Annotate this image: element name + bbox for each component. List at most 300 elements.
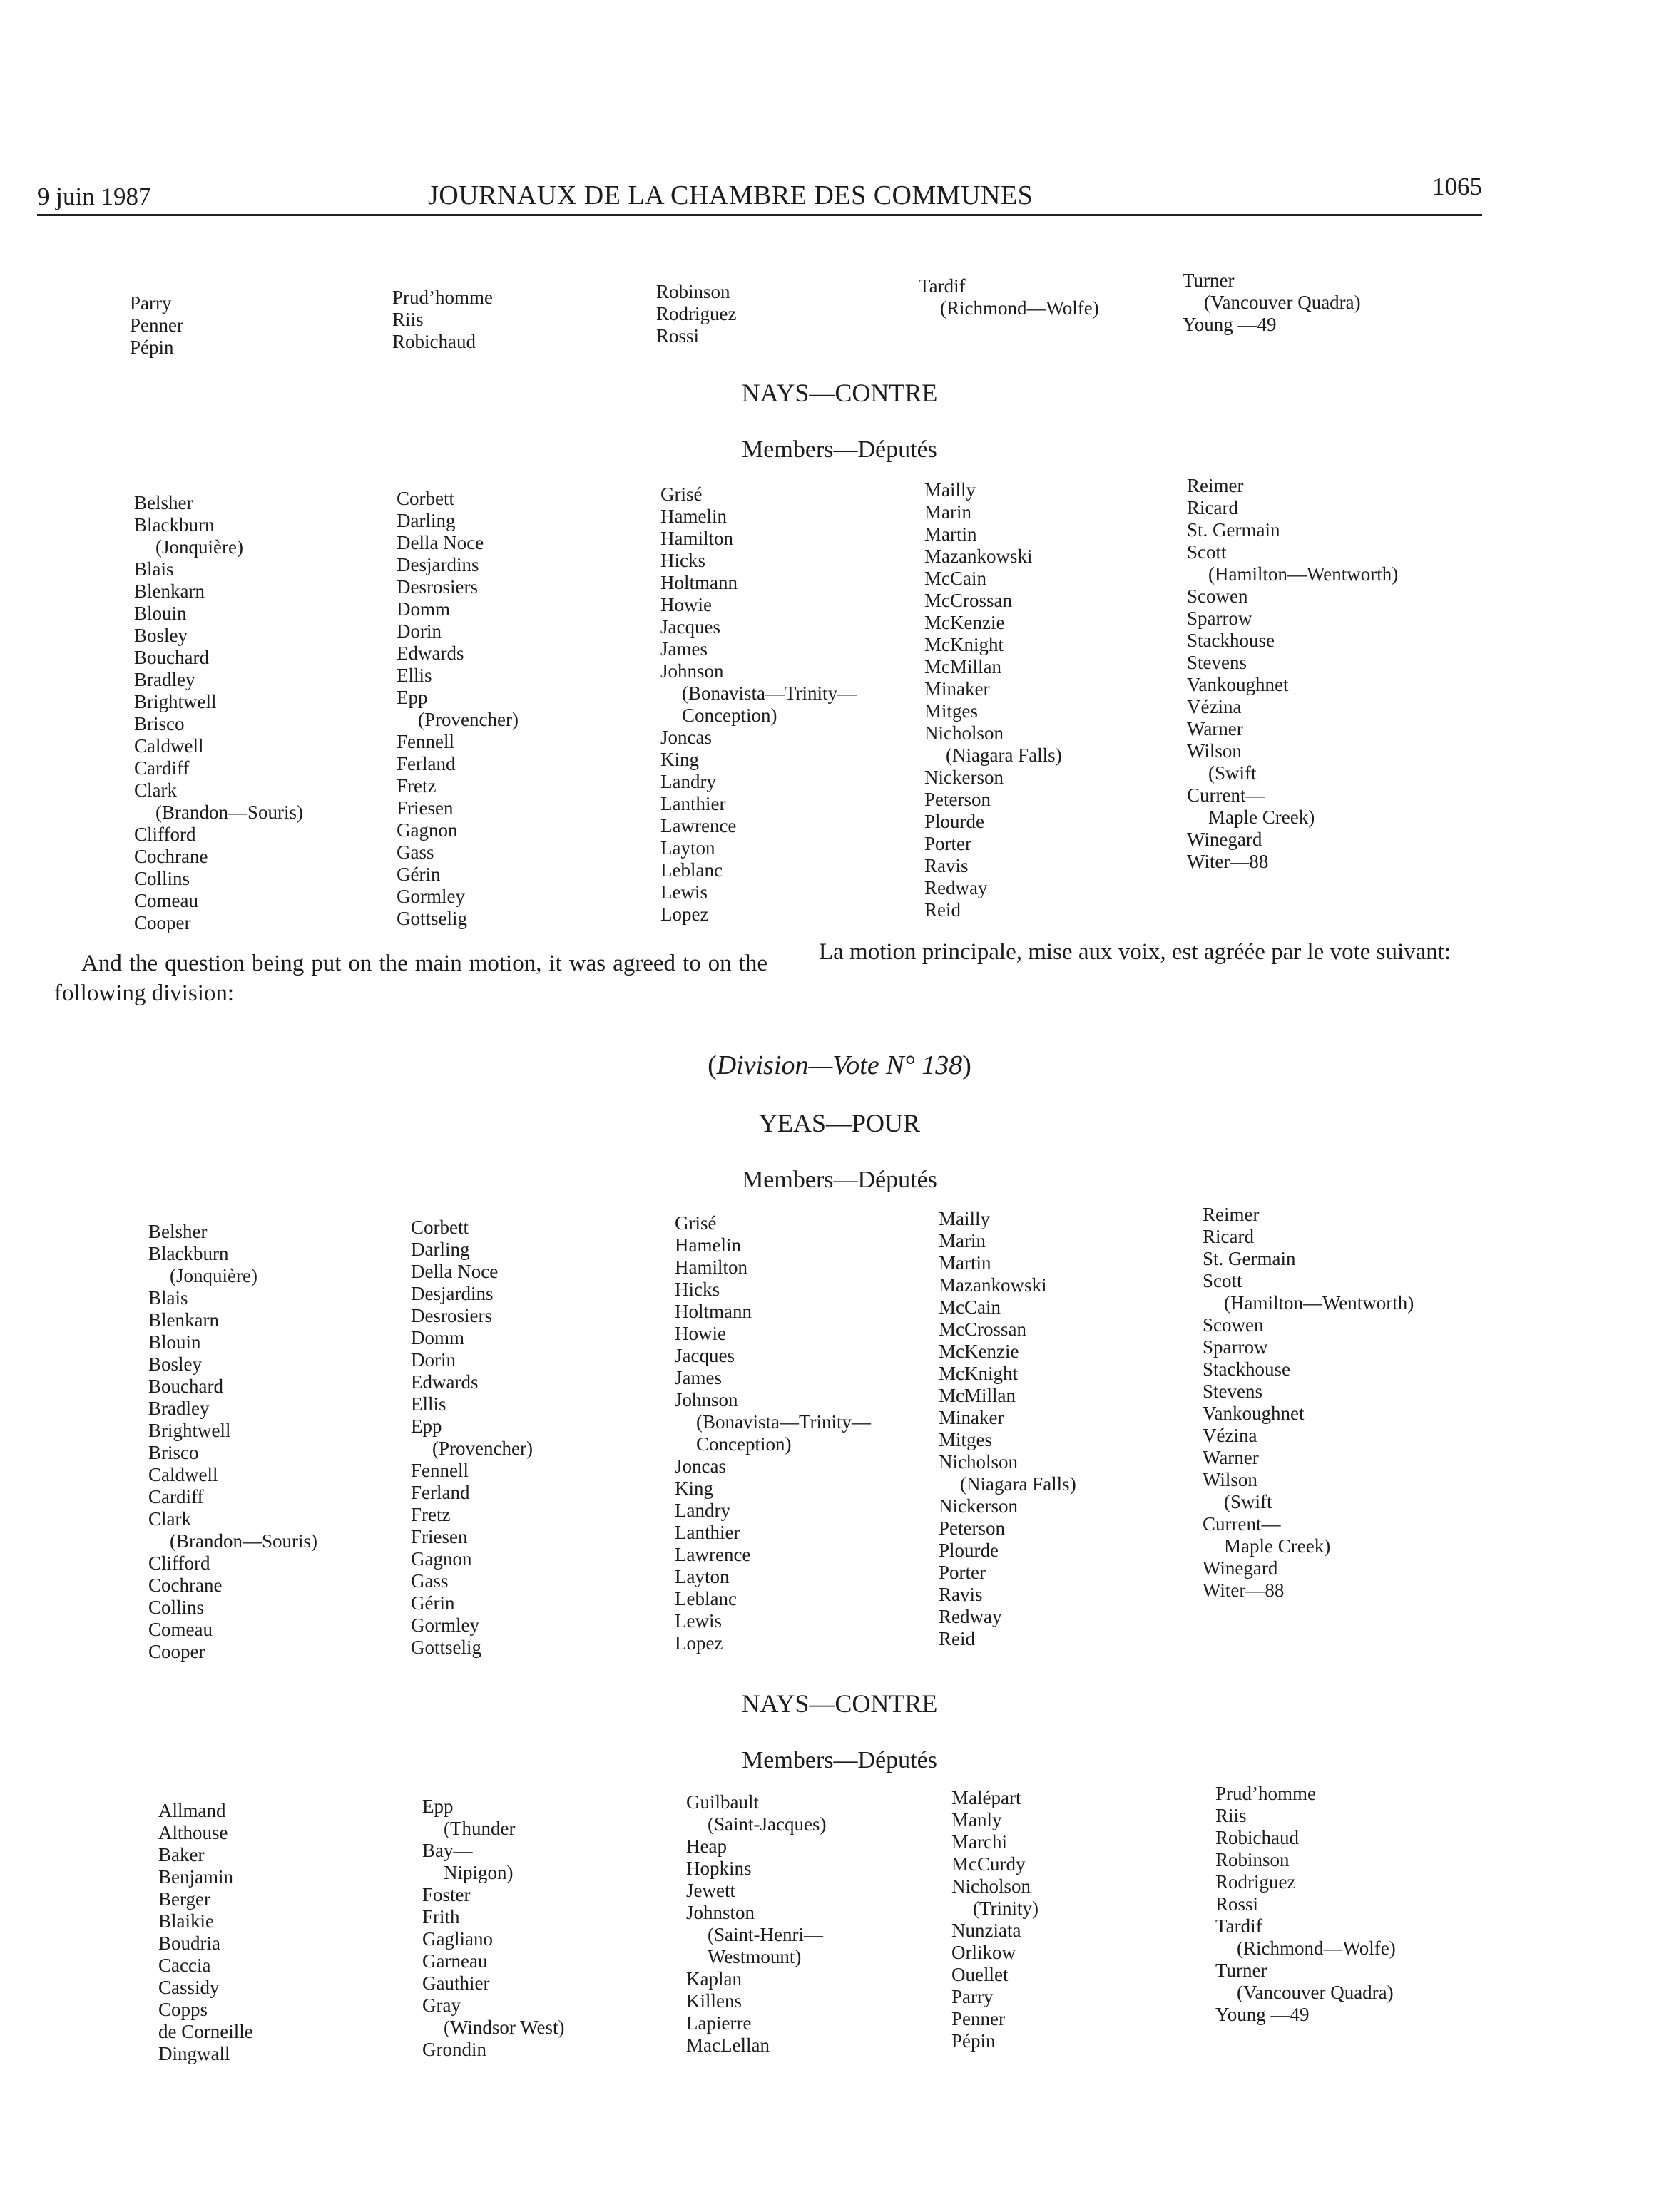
name-column <box>158 1800 253 2065</box>
member-name: Bosley <box>148 1353 203 1375</box>
member-name: Desrosiers <box>397 576 478 598</box>
member-name: Friesen <box>411 1526 468 1547</box>
member-name: King <box>675 1478 713 1499</box>
riding-name: (Bonavista—Trinity— <box>682 682 857 704</box>
member-name: Stackhouse <box>1187 630 1275 651</box>
member-name: McCrossan <box>924 590 1012 611</box>
member-name: Sparrow <box>1187 608 1252 629</box>
member-name: Nickerson <box>924 767 1004 788</box>
member-name: Winegard <box>1187 829 1262 850</box>
member-name: Dorin <box>411 1349 456 1371</box>
member-name: Collins <box>134 868 190 889</box>
member-name: Howie <box>675 1323 726 1344</box>
member-name: Collins <box>148 1597 205 1618</box>
members-subheading: Members—Députés <box>742 1167 937 1193</box>
member-name: Pépin <box>951 2030 996 2052</box>
riding-name: (Windsor West) <box>444 2017 565 2038</box>
member-name: Vézina <box>1187 696 1242 717</box>
member-name: Heap <box>686 1835 727 1857</box>
member-name: Caldwell <box>134 735 204 757</box>
member-name: Fretz <box>397 775 437 797</box>
name-column <box>1187 475 1398 873</box>
riding-name: (Richmond—Wolfe) <box>940 297 1099 319</box>
member-name: Scott <box>1203 1270 1242 1291</box>
member-name: Johnston <box>686 1902 755 1923</box>
member-name: Scott <box>1187 541 1227 563</box>
member-name: Mitges <box>924 700 979 722</box>
member-name: Marin <box>924 501 971 523</box>
member-name: Hicks <box>660 550 705 571</box>
name-column <box>1203 1204 1414 1602</box>
member-name: Prud’homme <box>392 287 493 308</box>
member-name: Reid <box>924 899 961 921</box>
riding-name: (Richmond—Wolfe) <box>1237 1937 1396 1959</box>
member-name: Domm <box>411 1327 465 1348</box>
member-name: Redway <box>924 877 988 898</box>
member-name: Lanthier <box>675 1522 740 1543</box>
member-name: Martin <box>939 1252 991 1274</box>
member-name: McCurdy <box>951 1853 1026 1875</box>
member-name: Reid <box>939 1628 975 1649</box>
member-name: Boudria <box>158 1932 220 1954</box>
member-name: Ravis <box>939 1584 983 1605</box>
member-name: Robinson <box>1215 1849 1290 1870</box>
member-name: Hamelin <box>660 506 727 527</box>
member-name: Plourde <box>939 1540 999 1561</box>
member-name: Wilson <box>1187 740 1242 762</box>
member-name: Robinson <box>656 281 730 302</box>
member-name: Reimer <box>1203 1204 1260 1225</box>
member-name: Gagnon <box>411 1548 472 1570</box>
member-name: Fennell <box>397 731 454 752</box>
member-name: Grisé <box>675 1212 717 1234</box>
division-number: Division—Vote N° 138 <box>716 1050 963 1080</box>
member-name: Gray <box>422 1995 461 2016</box>
member-name: Redway <box>939 1606 1002 1627</box>
member-name: Wilson <box>1203 1469 1257 1490</box>
member-name: Joncas <box>660 727 712 748</box>
member-name: Vankoughnet <box>1203 1403 1305 1424</box>
member-name: Ouellet <box>951 1964 1009 1985</box>
member-name: Caccia <box>158 1955 211 1976</box>
member-name: Minaker <box>939 1407 1004 1428</box>
page-header <box>37 170 1482 216</box>
member-name: Gagnon <box>397 819 458 841</box>
member-name: Pépin <box>130 337 174 358</box>
member-name: Parry <box>130 292 172 314</box>
member-name: Brightwell <box>134 691 217 712</box>
member-name: Hamilton <box>675 1256 747 1278</box>
member-name: Ferland <box>411 1482 470 1503</box>
member-name: Nickerson <box>939 1495 1018 1517</box>
member-name: Jacques <box>660 616 720 638</box>
member-name: Gauthier <box>422 1972 490 1994</box>
member-name: Malépart <box>951 1787 1021 1808</box>
member-name: Blenkarn <box>148 1309 219 1331</box>
member-name: Turner <box>1183 270 1235 291</box>
member-name: Jacques <box>675 1345 735 1366</box>
member-name: Benjamin <box>158 1866 233 1888</box>
member-name: Blaikie <box>158 1910 214 1932</box>
member-name: Tardif <box>1215 1915 1262 1937</box>
riding-name: (Niagara Falls) <box>960 1473 1076 1495</box>
member-name: Blais <box>148 1287 188 1309</box>
member-name: Lawrence <box>675 1544 751 1565</box>
riding-name: Maple Creek) <box>1208 807 1315 828</box>
member-name: Gérin <box>411 1592 455 1614</box>
member-name: Belsher <box>148 1221 208 1242</box>
member-name: Desjardins <box>411 1283 494 1304</box>
riding-name: Conception) <box>682 705 777 726</box>
member-name: Porter <box>939 1562 986 1583</box>
member-name: Hicks <box>675 1279 720 1300</box>
member-name: Penner <box>951 2008 1005 2029</box>
member-name: Vézina <box>1203 1425 1257 1446</box>
riding-name: Conception) <box>696 1433 792 1455</box>
name-column <box>675 1212 871 1654</box>
member-name: McMillan <box>939 1385 1016 1406</box>
member-name: Nicholson <box>939 1451 1018 1473</box>
riding-name: (Niagara Falls) <box>946 744 1062 766</box>
member-name: McMillan <box>924 656 1001 677</box>
member-name: Current— <box>1203 1513 1281 1535</box>
member-name: Witer—88 <box>1187 851 1269 872</box>
member-name: James <box>660 638 708 660</box>
member-name: McCain <box>939 1296 1001 1318</box>
member-name: Scowen <box>1203 1314 1264 1336</box>
member-name: Nicholson <box>924 722 1004 744</box>
member-name: Grisé <box>660 483 703 505</box>
member-name: Blackburn <box>148 1243 229 1264</box>
member-name: Howie <box>660 594 712 615</box>
member-name: Bay— <box>422 1840 473 1861</box>
member-name: Stevens <box>1187 652 1247 673</box>
yeas-heading: YEAS—POUR <box>758 1109 921 1137</box>
name-column <box>422 1796 564 2061</box>
name-column <box>1215 1783 1396 2026</box>
member-name: Young —49 <box>1183 314 1277 335</box>
member-name: Lewis <box>675 1610 722 1632</box>
member-name: Bradley <box>134 669 195 690</box>
member-name: Vankoughnet <box>1187 674 1289 695</box>
member-name: MacLellan <box>686 2034 770 2056</box>
name-column <box>686 1791 826 2057</box>
member-name: St. Germain <box>1187 519 1280 541</box>
member-name: Clifford <box>148 1552 210 1574</box>
member-name: Bouchard <box>148 1376 223 1397</box>
nays-heading: NAYS—CONTRE <box>741 379 938 407</box>
page-number: 1065 <box>1432 173 1482 200</box>
member-name: Gagliano <box>422 1928 493 1950</box>
member-name: King <box>660 749 699 770</box>
member-name: McKnight <box>924 634 1004 655</box>
member-name: Ferland <box>397 753 456 774</box>
member-name: Ellis <box>397 665 432 686</box>
member-name: Dingwall <box>158 2043 230 2064</box>
name-column <box>939 1208 1076 1650</box>
name-column <box>134 492 303 934</box>
member-name: Caldwell <box>148 1464 218 1485</box>
riding-name: (Bonavista—Trinity— <box>696 1411 872 1433</box>
member-name: Turner <box>1215 1960 1267 1981</box>
journal-title: JOURNAUX DE LA CHAMBRE DES COMMUNES <box>428 180 1034 210</box>
member-name: Prud’homme <box>1215 1783 1316 1804</box>
member-name: Darling <box>411 1239 470 1260</box>
member-name: Domm <box>397 598 451 620</box>
member-name: Killens <box>686 1990 742 2012</box>
name-column <box>148 1221 317 1663</box>
member-name: Brisco <box>148 1442 199 1463</box>
member-name: Clark <box>134 779 177 801</box>
member-name: Ellis <box>411 1393 446 1415</box>
member-name: Winegard <box>1203 1557 1278 1579</box>
member-name: Cochrane <box>134 846 208 867</box>
member-name: Epp <box>422 1796 454 1817</box>
member-name: Epp <box>397 687 428 708</box>
member-name: McCain <box>924 568 986 589</box>
member-name: Bradley <box>148 1398 210 1419</box>
member-name: Reimer <box>1187 475 1244 496</box>
name-column <box>951 1787 1038 2052</box>
member-name: Cooper <box>148 1641 205 1662</box>
member-name: Warner <box>1203 1447 1259 1468</box>
member-name: Tardif <box>919 275 966 297</box>
member-name: Parry <box>951 1986 994 2007</box>
member-name: Stackhouse <box>1203 1358 1290 1380</box>
member-name: Lewis <box>660 881 708 903</box>
name-column <box>1183 270 1361 336</box>
member-name: Minaker <box>924 678 990 700</box>
member-name: St. Germain <box>1203 1248 1296 1269</box>
member-name: Holtmann <box>675 1301 752 1322</box>
member-name: Cochrane <box>148 1574 223 1596</box>
member-name: Johnson <box>675 1389 738 1410</box>
name-column <box>130 292 183 359</box>
member-name: Gormley <box>397 886 465 907</box>
member-name: Garneau <box>422 1950 488 1972</box>
member-name: Blais <box>134 558 174 580</box>
member-name: Robichaud <box>392 331 476 352</box>
member-name: Ravis <box>924 855 969 876</box>
member-name: Jewett <box>686 1880 735 1901</box>
riding-name: (Vancouver Quadra) <box>1237 1982 1394 2003</box>
member-name: Young —49 <box>1215 2004 1310 2025</box>
name-column <box>919 275 1099 319</box>
riding-name: (Swift <box>1224 1491 1272 1512</box>
member-name: Brightwell <box>148 1420 231 1441</box>
member-name: Cooper <box>134 912 191 933</box>
member-name: Guilbault <box>686 1791 759 1813</box>
member-name: Joncas <box>675 1455 726 1477</box>
member-name: Marchi <box>951 1831 1007 1853</box>
riding-name: (Trinity) <box>973 1898 1039 1919</box>
member-name: Manly <box>951 1809 1002 1830</box>
member-name: Riis <box>1215 1805 1247 1826</box>
member-name: Dorin <box>397 620 442 642</box>
member-name: Lanthier <box>660 793 726 814</box>
riding-name: (Brandon—Souris) <box>155 802 303 823</box>
member-name: Cardiff <box>134 757 190 779</box>
member-name: Foster <box>422 1884 471 1905</box>
member-name: Robichaud <box>1215 1827 1299 1848</box>
member-name: Clifford <box>134 824 196 845</box>
member-name: McKenzie <box>924 612 1005 633</box>
riding-name: (Vancouver Quadra) <box>1204 292 1361 313</box>
member-name: Peterson <box>924 789 991 810</box>
member-name: Kaplan <box>686 1968 742 1990</box>
member-name: Stevens <box>1203 1381 1262 1402</box>
member-name: Martin <box>924 523 977 545</box>
member-name: Scowen <box>1187 585 1248 607</box>
member-name: Peterson <box>939 1517 1005 1539</box>
member-name: Bouchard <box>134 647 209 668</box>
member-name: Edwards <box>397 642 464 664</box>
member-name: Sparrow <box>1203 1336 1268 1358</box>
name-column <box>397 488 519 930</box>
member-name: Corbett <box>411 1217 469 1238</box>
member-name: Allmand <box>158 1800 226 1821</box>
division-label: (Division—Vote N° 138) <box>708 1050 971 1080</box>
riding-name: (Jonquière) <box>155 536 243 558</box>
member-name: Clark <box>148 1508 191 1530</box>
members-subheading: Members—Députés <box>742 436 937 463</box>
member-name: Baker <box>158 1844 205 1865</box>
member-name: Fretz <box>411 1504 451 1525</box>
member-name: Gérin <box>397 864 441 885</box>
member-name: Blenkarn <box>134 580 205 602</box>
member-name: Witer—88 <box>1203 1579 1285 1601</box>
riding-name: (Provencher) <box>432 1438 533 1459</box>
member-name: Rodriguez <box>1215 1871 1296 1893</box>
member-name: Penner <box>130 314 183 336</box>
member-name: Blouin <box>134 603 187 624</box>
member-name: Nunziata <box>951 1920 1021 1941</box>
member-name: Mailly <box>939 1208 990 1229</box>
member-name: Desjardins <box>397 554 479 575</box>
member-name: Della Noce <box>411 1261 499 1282</box>
member-name: Gottselig <box>411 1637 481 1658</box>
member-name: Rodriguez <box>656 303 737 324</box>
member-name: Mailly <box>924 479 976 501</box>
riding-name: (Saint-Henri— <box>708 1924 823 1945</box>
member-name: Comeau <box>148 1619 213 1640</box>
member-name: Frith <box>422 1906 460 1927</box>
member-name: Lopez <box>660 903 709 925</box>
riding-name: (Thunder <box>444 1818 516 1839</box>
member-name: Belsher <box>134 492 193 513</box>
member-name: Landry <box>660 771 716 792</box>
member-name: Orlikow <box>951 1942 1016 1963</box>
member-name: Epp <box>411 1415 442 1437</box>
name-column <box>924 479 1062 921</box>
member-name: McCrossan <box>939 1319 1026 1340</box>
member-name: Cassidy <box>158 1977 220 1998</box>
member-name: James <box>675 1367 722 1388</box>
member-name: Hamelin <box>675 1234 741 1256</box>
member-name: Corbett <box>397 488 454 509</box>
member-name: Gass <box>411 1570 449 1592</box>
member-name: Riis <box>392 309 424 330</box>
member-name: Lawrence <box>660 815 737 836</box>
member-name: Mitges <box>939 1429 993 1450</box>
english-paragraph: And the question being put on the main motion, it was agreed to on the following division: <box>54 951 767 1006</box>
member-name: Rossi <box>656 325 700 347</box>
riding-name: (Saint-Jacques) <box>708 1813 827 1835</box>
nays-heading: NAYS—CONTRE <box>741 1689 938 1718</box>
member-name: Comeau <box>134 890 198 911</box>
member-name: Ricard <box>1203 1226 1254 1247</box>
member-name: Hamilton <box>660 528 733 549</box>
riding-name: Maple Creek) <box>1224 1535 1331 1557</box>
member-name: Current— <box>1187 784 1265 806</box>
riding-name: (Hamilton—Wentworth) <box>1224 1292 1414 1314</box>
member-name: Copps <box>158 1999 208 2020</box>
member-name: Althouse <box>158 1822 228 1843</box>
french-paragraph: La motion principale, mise aux voix, est agréée par le vote suivant: <box>819 939 1451 965</box>
member-name: Berger <box>158 1888 210 1910</box>
member-name: Desrosiers <box>411 1305 492 1326</box>
name-column <box>392 287 493 353</box>
member-name: Warner <box>1187 718 1243 739</box>
member-name: Edwards <box>411 1371 479 1393</box>
member-name: Cardiff <box>148 1486 204 1507</box>
member-name: Lapierre <box>686 2012 752 2034</box>
member-name: McKnight <box>939 1363 1018 1384</box>
member-name: Bosley <box>134 625 188 646</box>
name-column <box>660 483 857 926</box>
riding-name: (Provencher) <box>418 709 519 730</box>
riding-name: (Swift <box>1208 762 1257 784</box>
member-name: Mazankowski <box>924 546 1033 567</box>
member-name: Nicholson <box>951 1875 1031 1897</box>
member-name: McKenzie <box>939 1341 1019 1362</box>
member-name: Fennell <box>411 1460 469 1481</box>
member-name: Mazankowski <box>939 1274 1047 1296</box>
name-column <box>411 1217 533 1659</box>
member-name: Landry <box>675 1500 730 1521</box>
riding-name: (Brandon—Souris) <box>170 1530 317 1552</box>
member-name: Gottselig <box>397 908 467 929</box>
member-name: Grondin <box>422 2039 486 2060</box>
member-name: Plourde <box>924 811 984 832</box>
member-name: Lopez <box>675 1632 723 1654</box>
riding-name: Westmount) <box>708 1946 802 1967</box>
riding-name: (Hamilton—Wentworth) <box>1208 563 1399 585</box>
riding-name: Nipigon) <box>444 1862 514 1883</box>
member-name: Brisco <box>134 713 185 734</box>
member-name: Holtmann <box>660 572 738 593</box>
member-name: Johnson <box>660 660 724 682</box>
riding-name: (Jonquière) <box>170 1265 257 1286</box>
member-name: Blouin <box>148 1331 201 1353</box>
member-name: Leblanc <box>660 859 723 881</box>
member-name: Friesen <box>397 797 454 819</box>
member-name: Leblanc <box>675 1588 737 1609</box>
member-name: Porter <box>924 833 971 854</box>
member-name: Ricard <box>1187 497 1238 518</box>
member-name: Gormley <box>411 1614 479 1636</box>
member-name: Rossi <box>1215 1893 1259 1915</box>
member-name: Layton <box>660 837 715 859</box>
name-column <box>656 281 736 347</box>
member-name: Hopkins <box>686 1858 752 1879</box>
members-subheading: Members—Députés <box>742 1747 937 1773</box>
member-name: Gass <box>397 841 434 863</box>
member-name: Blackburn <box>134 514 215 536</box>
member-name: Marin <box>939 1230 986 1251</box>
member-name: de Corneille <box>158 2021 253 2042</box>
member-name: Darling <box>397 510 456 531</box>
